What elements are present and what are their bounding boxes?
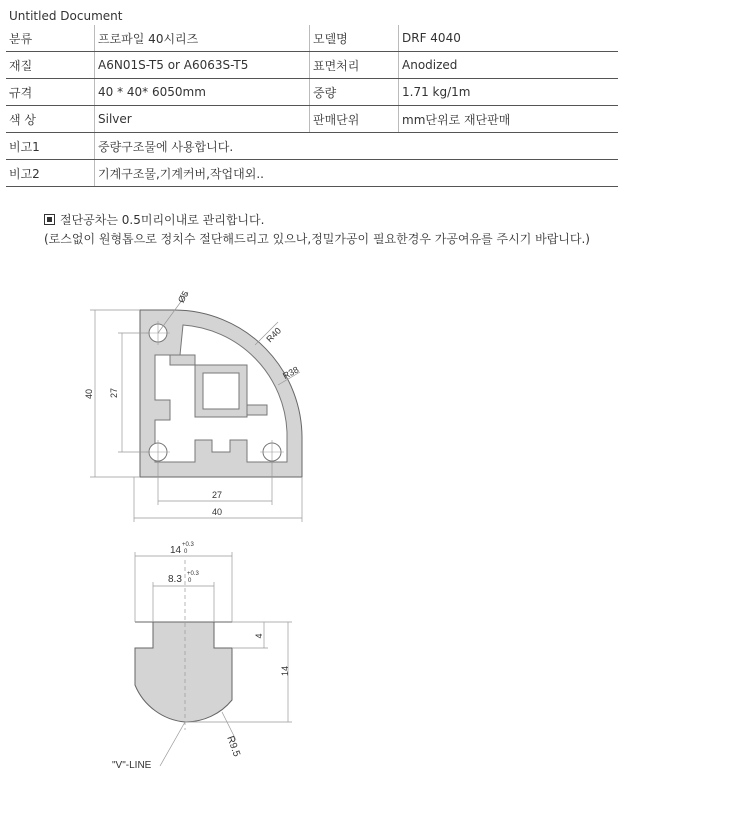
slot-detail: [112, 542, 292, 771]
slot-outline: [135, 622, 232, 722]
spec-label: 색 상: [6, 106, 95, 133]
profile-cross-section: [84, 289, 302, 522]
v-line-label: "V"-LINE: [112, 760, 152, 771]
profile-web: [247, 405, 267, 415]
spec-label: 판매단위: [310, 106, 399, 133]
spec-value: Silver: [95, 106, 310, 133]
dim-slot-opening: 8.3: [168, 574, 182, 585]
dim-height: 40: [84, 388, 94, 400]
note-line-1: 절단공차는 0.5미리이내로 관리합니다.: [60, 213, 265, 227]
spec-value: DRF 4040: [399, 25, 619, 52]
spec-label: 비고2: [6, 160, 95, 187]
dim-inner-width: 27: [211, 490, 223, 500]
dim-slot-radius: R9.5: [224, 734, 242, 759]
dim-slot-width-tol-upper: +0.3: [182, 542, 194, 548]
spec-label: 비고1: [6, 133, 95, 160]
profile-web: [170, 355, 195, 365]
spec-label: 표면처리: [310, 52, 399, 79]
document-title: Untitled Document: [9, 9, 123, 23]
note-line-2: (로스없이 원형톱으로 정치수 절단해드리고 있으나,정밀가공이 필요한경우 가공여유를 주시기 바랍니다.): [44, 232, 590, 246]
spec-value: 기계구조물,기계커버,작업대외..: [95, 160, 619, 187]
dim-width: 40: [211, 507, 223, 517]
dim-slot-width: 14: [170, 545, 182, 556]
dim-slot-height: 14: [280, 665, 290, 677]
spec-value: A6N01S-T5 or A6063S-T5: [95, 52, 310, 79]
spec-label: 분류: [6, 25, 95, 52]
dim-outer-radius: R40: [264, 325, 284, 345]
dim-slot-opening-tol-lower: 0: [188, 578, 192, 584]
profile-center-hole: [203, 373, 239, 409]
spec-value: 중량구조물에 사용합니다.: [95, 133, 619, 160]
spec-label: 규격: [6, 79, 95, 106]
dim-slot-depth: 4: [254, 633, 264, 639]
spec-label: 재질: [6, 52, 95, 79]
spec-label: 모델명: [310, 25, 399, 52]
spec-label: 중량: [310, 79, 399, 106]
dim-slot-opening-tol-upper: +0.3: [187, 571, 199, 577]
dim-inner-radius: R38: [281, 364, 301, 382]
spec-value: 40 * 40* 6050mm: [95, 79, 310, 106]
spec-value: mm단위로 재단판매: [399, 106, 619, 133]
dim-diameter: Ø5: [175, 289, 191, 305]
spec-value: 프로파일 40시리즈: [95, 25, 310, 52]
dim-inner-height: 27: [109, 387, 119, 399]
spec-value: 1.71 kg/1m: [399, 79, 619, 106]
spec-value: Anodized: [399, 52, 619, 79]
dim-slot-width-tol-lower: 0: [184, 549, 188, 555]
